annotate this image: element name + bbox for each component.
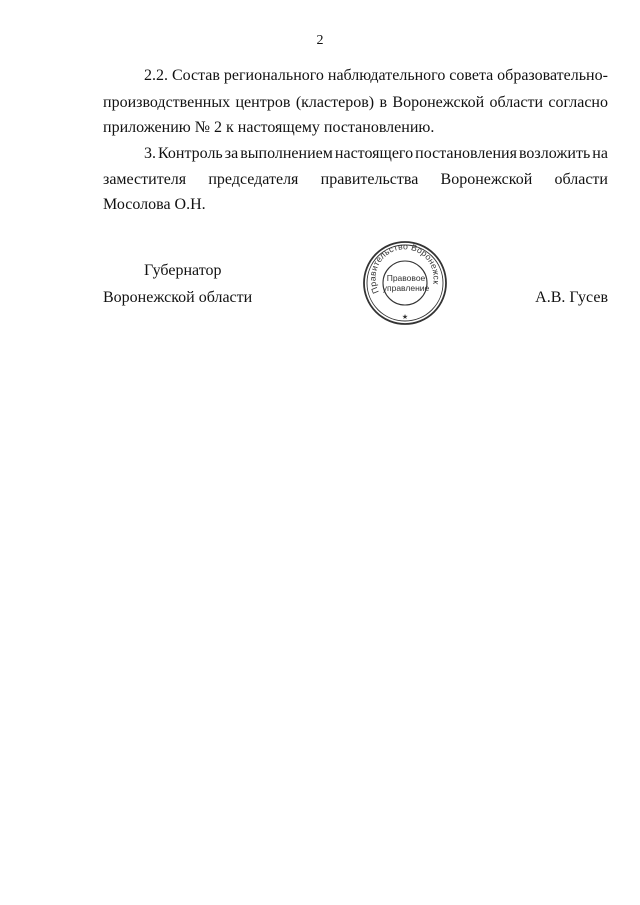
signature-name: А.В. Гусев [535, 289, 608, 306]
paragraph-2-2-line-3: приложению № 2 к настоящему постановлению. [103, 119, 435, 136]
word: наблюдательного [327, 67, 446, 84]
page-number: 2 [316, 33, 324, 48]
word: заместителя [103, 171, 187, 188]
stamp-star-icon: ★ [401, 313, 409, 321]
word: области [489, 94, 543, 111]
word: производственных [103, 94, 231, 111]
word: постановления [415, 145, 517, 162]
official-stamp [358, 240, 452, 326]
word: Воронежской [392, 94, 485, 111]
word: области [554, 171, 608, 188]
word: Воронежской [440, 171, 533, 188]
word: настоящего [334, 145, 414, 162]
word: Контроль [158, 145, 223, 162]
word: за [224, 145, 239, 162]
signature-position-title: Губернатор [144, 262, 222, 279]
stamp-seal-icon [358, 240, 452, 326]
paragraph-3-line-2 [103, 170, 608, 190]
word: в [379, 94, 388, 111]
word: совета [449, 67, 494, 84]
paragraph-3-line-1 [144, 144, 608, 164]
signature-position-region: Воронежской области [103, 289, 253, 306]
word: на [592, 145, 608, 162]
word: возложить [518, 145, 591, 162]
stamp-inner-line-1: Правовое [386, 273, 426, 283]
paragraph-3-line-3: Мосолова О.Н. [103, 196, 206, 213]
word: согласно [548, 94, 608, 111]
paragraph-2-2-line-1 [144, 66, 608, 86]
word: 3. [144, 145, 156, 162]
word: правительства [320, 171, 419, 188]
word: 2.2. [144, 67, 168, 84]
word: выполнением [240, 145, 333, 162]
word: образовательно- [497, 67, 608, 84]
stamp-outer-text: Правительство Воронежск [367, 241, 442, 296]
paragraph-2-2-line-2 [103, 93, 608, 113]
word: (кластеров) [295, 94, 375, 111]
word: центров [235, 94, 291, 111]
word: председателя [208, 171, 299, 188]
stamp-inner-line-2: управление [382, 283, 430, 293]
word: Состав [171, 67, 220, 84]
word: регионального [223, 67, 324, 84]
